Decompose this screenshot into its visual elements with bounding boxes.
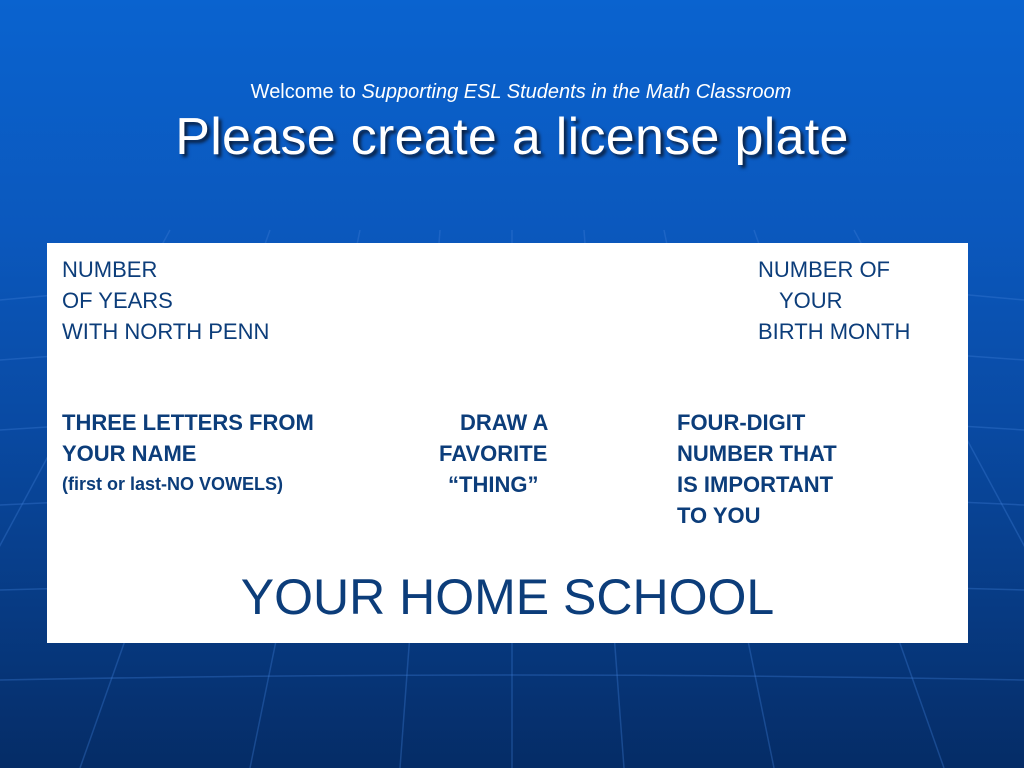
home-school-label: YOUR HOME SCHOOL xyxy=(240,569,775,625)
number-label-line3: IS IMPORTANT xyxy=(677,472,834,497)
number-label-line2: NUMBER THAT xyxy=(677,441,837,466)
letters-label-line2: YOUR NAME xyxy=(62,441,197,466)
header xyxy=(0,78,1024,168)
years-label-line2: OF YEARS xyxy=(62,288,173,313)
subtitle xyxy=(18,78,1024,106)
years-label-line1: NUMBER xyxy=(62,257,158,282)
number-label-line1: FOUR-DIGIT xyxy=(677,410,806,435)
course-name: Supporting ESL Students in the Math Classroom xyxy=(361,81,792,103)
thing-label-line3: “THING” xyxy=(448,472,539,497)
page-title: Please create a license plate xyxy=(175,108,849,166)
license-plate xyxy=(47,243,968,643)
birth-month-label-line3: BIRTH MONTH xyxy=(758,319,911,344)
number-label-line4: TO YOU xyxy=(677,503,761,528)
welcome-prefix: Welcome to xyxy=(250,81,362,103)
letters-label-line3: (first or last-NO VOWELS) xyxy=(62,474,284,494)
thing-label-line2: FAVORITE xyxy=(439,441,548,466)
birth-month-label-line2: YOUR xyxy=(779,288,843,313)
years-label-line3: WITH NORTH PENN xyxy=(62,319,270,344)
letters-label-line1: THREE LETTERS FROM xyxy=(62,410,314,435)
thing-label-line1: DRAW A xyxy=(460,410,549,435)
birth-month-label-line1: NUMBER OF xyxy=(758,257,890,282)
